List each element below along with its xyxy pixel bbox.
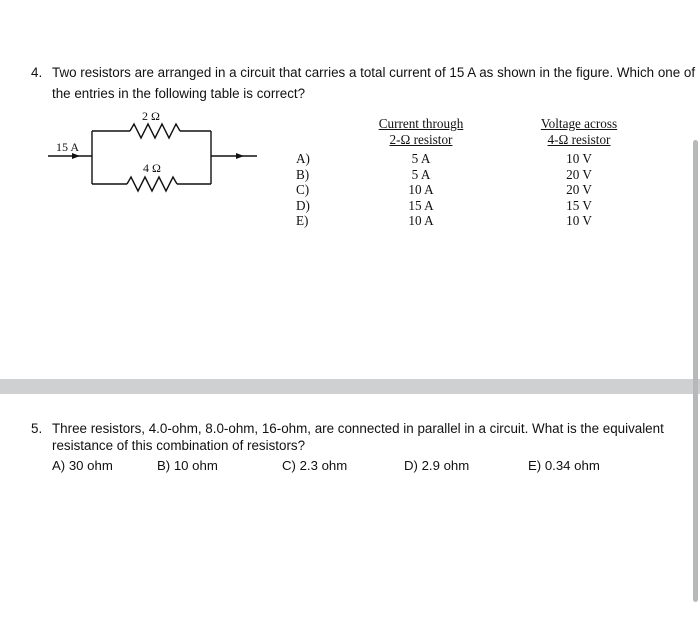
q5-answer-a: A) 30 ohm [52, 458, 113, 473]
table-cell-voltage: 10 V [566, 213, 592, 228]
current-arrow-out [236, 153, 244, 159]
q5-answer-c: C) 2.3 ohm [282, 458, 348, 473]
table-cell-current: 15 A [408, 197, 434, 213]
q5-text-line1: Three resistors, 4.0-ohm, 8.0-ohm, 16-ohm, are connected in parallel in a circuit. What is the equivalent [52, 421, 664, 436]
answer-letter: E) [296, 213, 309, 228]
col2-header-line1: Voltage across [540, 116, 618, 131]
col2-header-line2: 4-Ω resistor [547, 131, 611, 147]
page-divider [0, 379, 700, 394]
resistor-4ohm [127, 177, 177, 191]
answer-letters [296, 151, 310, 229]
col1-header-line2: 2-Ω resistor [389, 131, 453, 147]
answer-letter: A) [296, 151, 310, 166]
table-cell-current: 10 A [408, 213, 434, 228]
table-cell-current: 5 A [411, 166, 431, 182]
table-cell-voltage: 20 V [566, 166, 592, 182]
q5-answer-d: D) 2.9 ohm [404, 458, 470, 473]
current-label: 15 A [56, 140, 80, 154]
q4-number: 4. [31, 65, 43, 80]
col1-header-line1: Current through [378, 116, 464, 131]
answer-letter: D) [296, 197, 310, 213]
table-cell-current: 10 A [408, 182, 434, 197]
q4-text-line1: Two resistors are arranged in a circuit that carries a total current of 15 A as shown in the figure. Which one of [52, 65, 696, 80]
table-cell-voltage: 15 V [566, 197, 592, 213]
table-cell-current: 5 A [411, 151, 431, 166]
q5-answer-b: B) 10 ohm [157, 458, 218, 473]
scrollbar[interactable] [693, 140, 698, 602]
table-cell-voltage: 20 V [566, 182, 592, 197]
resistor-2ohm [130, 124, 180, 138]
r-top-label: 2 Ω [142, 109, 160, 123]
q5-number: 5. [31, 421, 43, 436]
q5-answer-e: E) 0.34 ohm [528, 458, 600, 473]
answer-letter: C) [296, 182, 310, 197]
q4-text-line2: the entries in the following table is correct? [52, 86, 306, 101]
answer-letter: B) [296, 166, 310, 182]
r-bottom-label: 4 Ω [143, 161, 161, 175]
table-cell-voltage: 10 V [566, 151, 592, 166]
q5-text-line2: resistance of this combination of resistors? [52, 438, 306, 453]
